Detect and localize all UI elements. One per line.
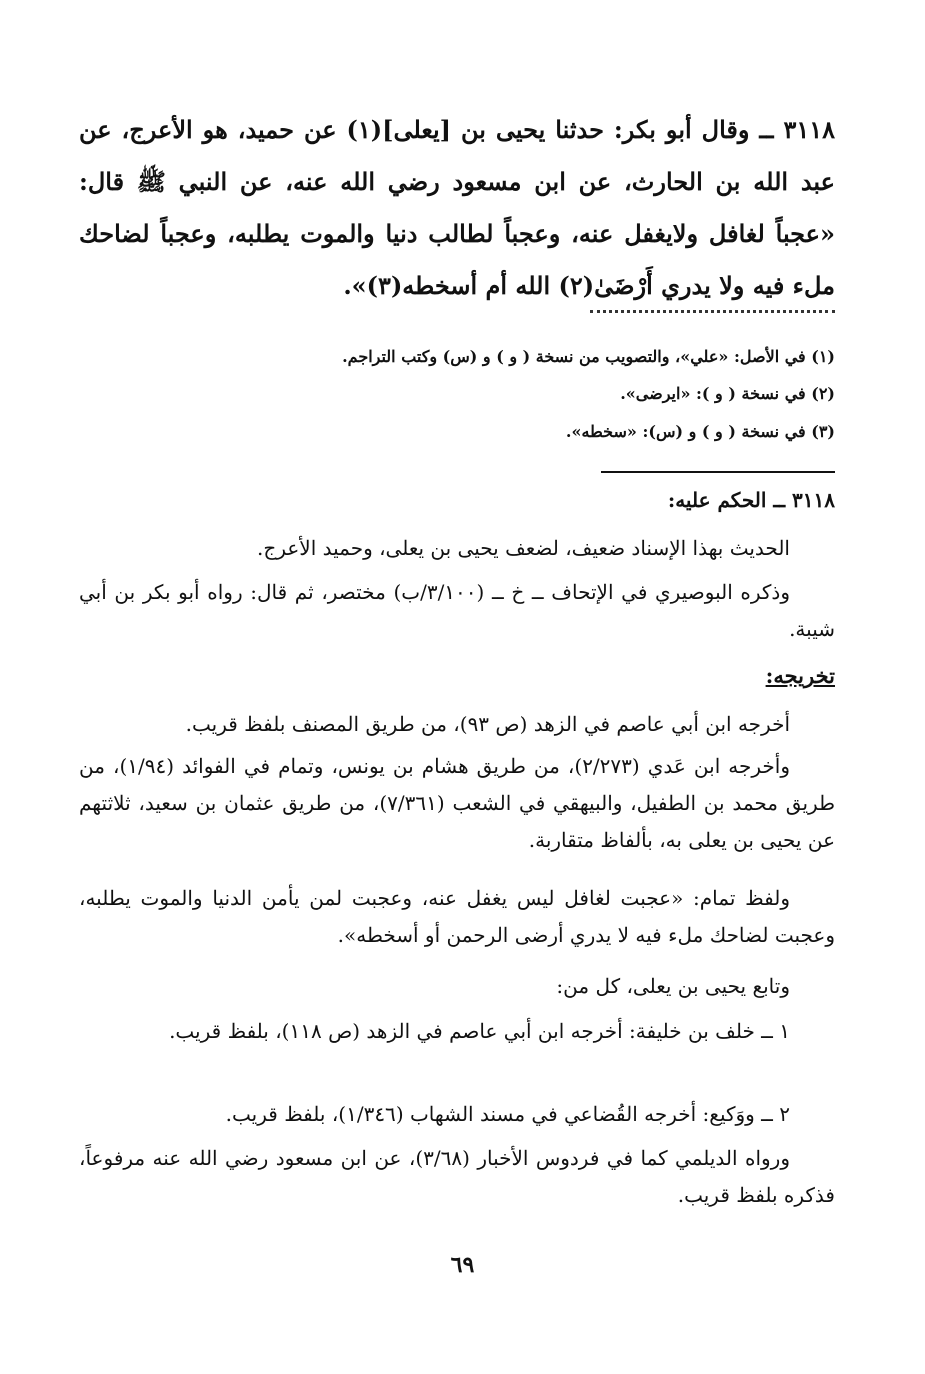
ruling-paragraph-2: وذكره البوصيري في الإتحاف ــ خ ــ (٣/١٠٠/ب) مختصر، ثم قال: رواه أبو بكر بن أبي شيبة. bbox=[79, 580, 835, 641]
takhrij-item-1: ١ ــ خلف بن خليفة: أخرجه ابن أبي عاصم في الزهد (ص ١١٨)، بلفظ قريب. bbox=[169, 1019, 790, 1043]
footnote-2: (٢) في نسخة ( و ): «ايرضى». bbox=[620, 384, 835, 403]
hadith-text: ٣١١٨ ــ وقال أبو بكر: حدثنا يحيى بن [يعلى](١) عن حميد، هو الأعرج، عن عبد الله بن الحارث، عن ابن مسعود رضي الله عنه، عن النبي ﷺ قال: «عجباً لغافل ولايغفل عنه، وعجباً لطالب دنيا والموت يطلبه، وعجباً لضاحك ملء فيه ولا يدري أَرْضَىٰ(٢) الله أم أسخطه(٣)». bbox=[79, 115, 836, 300]
ruling-paragraph-1: الحديث بهذا الإسناد ضعيف، لضعف يحيى بن يعلى، وحميد الأعرج. bbox=[257, 536, 790, 560]
ruling-heading: ٣١١٨ ــ الحكم عليه: bbox=[667, 488, 835, 512]
footnote-separator bbox=[590, 310, 835, 313]
takhrij-paragraph-3: ولفظ تمام: «عجبت لغافل ليس يغفل عنه، وعجبت لمن يأمن الدنيا والموت يطلبه، وعجبت لضاحك ملء فيه لا يدري أرضى الرحمن أو أسخطه». bbox=[79, 886, 835, 947]
footnote-1: (١) في الأصل: «علي»، والتصويب من نسخة ( و ) و (س) وكتب التراجم. bbox=[342, 347, 835, 366]
takhrij-paragraph-1: أخرجه ابن أبي عاصم في الزهد (ص ٩٣)، من طريق المصنف بلفظ قريب. bbox=[185, 712, 790, 736]
takhrij-paragraph-4: وتابع يحيى بن يعلى، كل من: bbox=[556, 974, 790, 998]
takhrij-paragraph-2: وأخرجه ابن عَدي (٢/٢٧٣)، من طريق هشام بن يونس، وتمام في الفوائد (١/٩٤)، من طريق محمد بن الطفيل، والبيهقي في الشعب (٧/٣٦١)، من طريق عثمان بن سعيد، ثلاثتهم عن يحيى بن يعلى به، بألفاظ متقاربة. bbox=[79, 754, 835, 852]
section-divider bbox=[601, 471, 835, 473]
footnote-3: (٣) في نسخة ( و ) و (س): «سخطه». bbox=[565, 422, 835, 441]
takhrij-paragraph-5: ورواه الديلمي كما في فردوس الأخبار (٣/٦٨)، عن ابن مسعود رضي الله عنه مرفوعاً، فذكره بلفظ قريب. bbox=[79, 1146, 835, 1207]
takhrij-heading: تخريجه: bbox=[765, 663, 835, 688]
takhrij-item-2: ٢ ــ ووَكيع: أخرجه القُضاعي في مسند الشهاب (١/٣٤٦)، بلفظ قريب. bbox=[225, 1102, 790, 1126]
page-number: ٦٩ bbox=[450, 1252, 475, 1278]
